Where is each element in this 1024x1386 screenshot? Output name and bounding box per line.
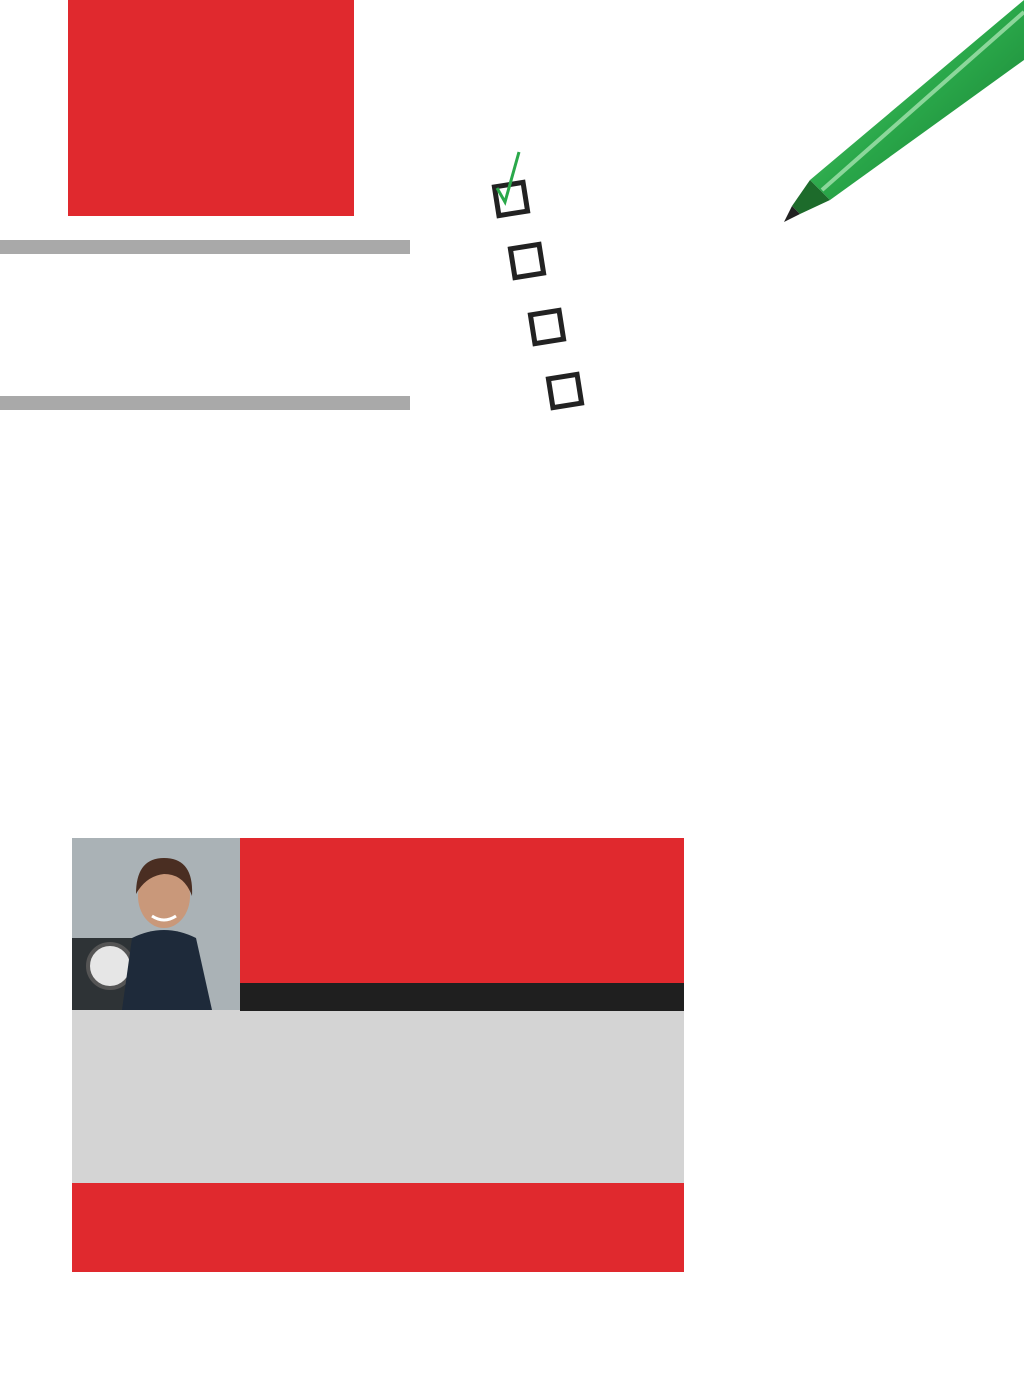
- checkbox-icon: [546, 372, 585, 411]
- checkmark-icon: [493, 148, 523, 208]
- ad-tagline-bar: [240, 983, 684, 1011]
- section-banner: [68, 0, 354, 216]
- officer-illustration: [72, 838, 240, 1010]
- advertisement[interactable]: [72, 838, 684, 1272]
- body-column-1: [70, 591, 358, 593]
- divider: [0, 396, 410, 410]
- checkbox-icon: [508, 242, 547, 281]
- divider: [0, 240, 410, 254]
- ad-title-panel: [240, 838, 684, 983]
- ad-footer: [72, 1183, 684, 1272]
- pen-icon: [770, 0, 1024, 240]
- checkbox-icon: [528, 308, 567, 347]
- officer-photo: [72, 838, 240, 1010]
